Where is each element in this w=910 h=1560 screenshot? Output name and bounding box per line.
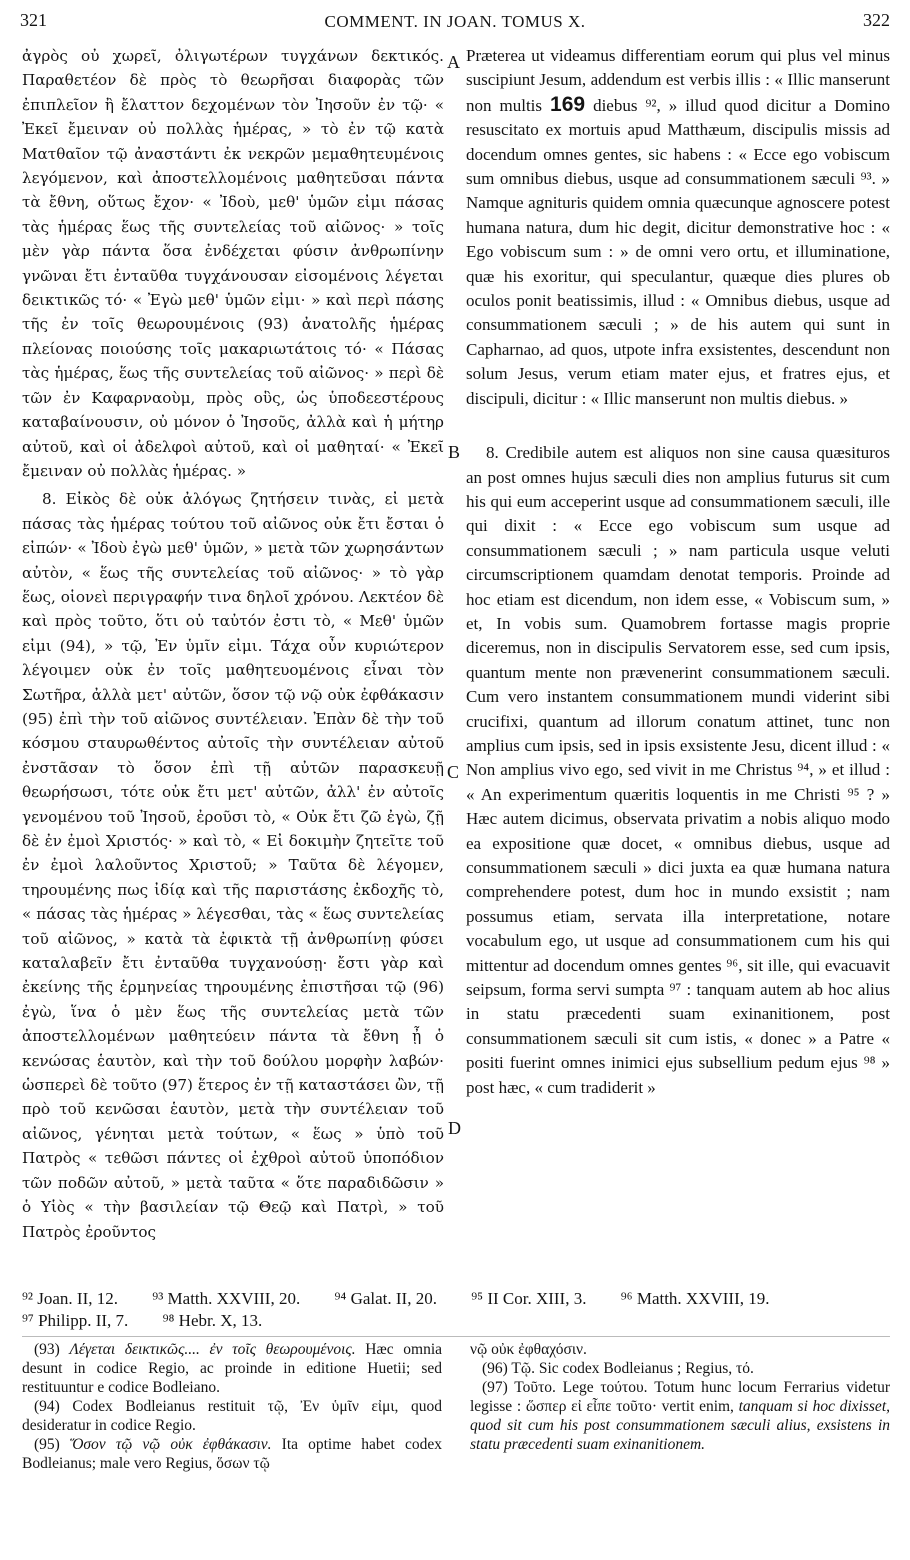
notes-left-column: [22, 1340, 442, 1473]
column-number: 169: [550, 92, 586, 116]
ref-94: ⁹⁴ Galat. II, 20.: [334, 1289, 437, 1308]
note-93-number: (93): [34, 1341, 60, 1358]
margin-marker-d: D: [448, 1118, 461, 1138]
note-93-lemma: Λέγεται δεικτικῶς.... ἐν τοῖς θεωρουμένοις.: [69, 1341, 356, 1358]
greek-column: [22, 44, 444, 1286]
running-header: [20, 10, 890, 36]
page-number-left: 321: [20, 10, 47, 30]
notes-divider: [22, 1336, 890, 1337]
notes-right-column: [470, 1340, 890, 1454]
latin-paragraph-1-end: diebus ⁹², » illud quod dicitur a Domino resuscitato ex mortuis apud Matthæum, discipulis missis ad docendum omnes gentes, sic habens : « Ecce ego vobiscum sum omnibus diebus, usque ad consummationem sæculi ⁹³. » Namque agnituris quidem omnia quæcunque agnoscere potest humana natura, dum hic degit, dicitur demonstrative hoc : « Ego vobiscum sum : » de omni vero ortu, et illuminatione, quæ his exoritur, qui speculantur, quæque dies plures ob oculos ponit beatissimis, illud : « Omnibus diebus, usque ad consummationem sæculi ; » de his autem qui sunt in Capharnao, ad quos, utpote infra exsistentes, descendunt non solum Jesus, verum etiam mater ejus, et fratres ejus, et discipuli, dicitur : « Illic manserunt non multis diebus. »: [466, 95, 890, 408]
margin-marker-c: C: [447, 762, 460, 782]
latin-paragraph-1-start: Præterea ut videamus differentiam eorum qui plus vel minus suscipiunt Jesum, addendum est verbis illis : « Illic manserunt non multis: [466, 46, 890, 115]
note-95-text: Ita optime habet codex Bodleianus; male vero Regius, ὅσων τῷ: [22, 1436, 442, 1472]
note-94: (94) Codex Bodleianus restituit τῷ, Ἐν ὑμῖν εἰμι, quod desideratur in codice Regio.: [22, 1398, 442, 1434]
note-95-lemma: Ὅσον τῷ νῷ οὐκ ἐφθάκασιν.: [69, 1436, 272, 1453]
note-95-number: (95): [34, 1436, 60, 1453]
ref-92: ⁹² Joan. II, 12.: [22, 1289, 119, 1308]
ref-95: ⁹⁵ II Cor. XIII, 3.: [471, 1289, 587, 1308]
greek-paragraph-1: ἀγρὸς οὐ χωρεῖ, ὀλιγωτέρων τυγχάνων δεκτικός. Παραθετέον δὲ πρὸς τὸ θεωρῆσαι διαφορὰς τῶν ἐπιπλεῖον ἢ ἔλαττον δεχομένων τὸν Ἰησοῦν ἐν τῷ· « Ἐκεῖ ἔμειναν οὐ πολλὰς ἡμέρας, » τὸ ἐν τῷ κατὰ Ματθαῖον τῷ ἀναστάντι ἐκ νεκρῶν μεμαθητευμένοις λεγόμενον, καὶ ἀποστελλομένοις μαθητεῦσαι πάντα τὰ ἔθνη, οὕτως ἔχον· « Ἰδοὺ, μεθ' ὑμῶν εἰμι πάσας τὰς ἡμέρας ἕως τῆς συντελείας τοῦ αἰῶνος· » τοῖς μὲν γὰρ πάντα ὅσα ἐνδέχεται φύσιν ἀνθρωπίνην γνῶναι ἔτι ἐνταῦθα τυγχάνουσαν εἰσομένοις λέγεται δεικτικῶς τό· « Ἐγὼ μεθ' ὑμῶν εἰμι· » καὶ περὶ πάσης τῆς ἐν τοῖς θεωρουμένοις (93) ἀνατολῆς ἡμέρας πλείονας ποιούσης τοῖς μακαριωτάτοις τό· « Πάσας τὰς ἡμέρας, ἕως τῆς συντελείας τοῦ αἰῶνος· » περὶ δὲ τῶν ἐν Καφαρναοὺμ, πρὸς οὓς, ὡς ὑποδεεστέρους καταβαίνουσιν, οὐ μόνον ὁ Ἰησοῦς, ἀλλὰ καὶ ἡ μήτηρ αὐτοῦ, καὶ οἱ ἀδελφοὶ αὐτοῦ, καὶ οἱ μαθηταί· « Ἐκεῖ ἔμειναν οὐ πολλὰς ἡμέρας. »: [22, 47, 444, 480]
note-95: [22, 1435, 442, 1473]
latin-paragraph-2: 8. Credibile autem est aliquos non sine causa quæsituros an post omnes hujus sæculi dies non amplius futurus sit cum his qui eum acceperint usque ad consummationem sæculi, ille qui dixit : « Ecce ego vobiscum sum usque ad consummationem sæculi ; » nam particula usque veluti circumscriptionem quamdam denotat temporis. Proinde ad hoc etiam est dicendum, non idem esse, « Vobiscum sum, » et, In vobis sum. Quamobrem fortasse magis proprie diceremus, non in discipulis Servatorem esse, sed cum ipsis, quantum mente non prævenerint consummationem sæculi. Cum vero instantem consummationem mundi viderint sibi crucifixi, quantum ad illorum conatum attinet, tunc non amplius cum ipsis, sed in ipsis exsistente Jesu, dicent illud : « Non amplius vivo ego, sed vivit in me Christus ⁹⁴, » et illud : « An experimentum quæritis loquentis in me Christi ⁹⁵ ? » Hæc autem dicimus, observata privatim a nobis aliquo modo ea expositione quæ docet, « omnibus diebus, usque ad consummationem sæculi » dici juxta ea quæ humana natura comprehendere potest, dum hoc in mundo exsistit ; nam possumus etiam, servata illa interpretatione, notare vocabulum ego, ut usque ad consummationem cum his qui mittentur ad docendum omnes gentes ⁹⁶, sit ille, qui evacuavit seipsum, forma servi sumpta ⁹⁷ : tanquam autem ab hoc alius in statu præcedenti suam exinanitionem, post consummationem sæculi sit cum istis, « donec » a Patre « positi fuerint omnes inimici ejus subsellium pedum ejus ⁹⁸ » post hæc, « cum tradiderit »: [466, 443, 890, 1097]
page-number-right: 322: [863, 10, 890, 30]
ref-98: ⁹⁸ Hebr. X, 13.: [162, 1311, 263, 1330]
greek-paragraph-2: 8. Εἰκὸς δὲ οὐκ ἀλόγως ζητήσειν τινὰς, εἰ μετὰ πάσας τὰς ἡμέρας τούτου τοῦ αἰῶνος οὐκ ἔτι ἔσται ὁ εἰπών· « Ἰδοὺ ἐγὼ μεθ' ὑμῶν, » μετὰ τῶν χωρησάντων αὐτὸν, « ἕως τῆς συντελείας τοῦ αἰῶνος· » τὸ γὰρ ἕως, οἱονεὶ περιγραφήν τινα δηλοῖ χρόνου. Λεκτέον δὲ καὶ πρὸς τοῦτο, ὅτι οὐ ταὐτόν ἐστι τὸ, « Μεθ' ὑμῶν εἰμι (94), » τῷ, Ἐν ὑμῖν εἰμι. Τάχα οὖν κυριώτερον λέγοιμεν οὐκ ἐν τοῖς μαθητευομένοις εἶναι τὸν Σωτῆρα, ἀλλὰ μετ' αὐτῶν, ὅσον τῷ νῷ οὐκ ἐφθάκασιν (95) ἐπὶ τὴν τοῦ αἰῶνος συντέλειαν. Ἐπὰν δὲ τὴν τοῦ κόσμου σταυρωθέντος αὐτοῖς τὴν συντέλειαν αὐτοῦ ἐνστᾶσαν τὸ ὅσον ἐπὶ τῇ αὐτῶν παρασκευῇ θεωρήσωσι, τότε οὐκ ἔτι μετ' αὐτῶν, ἀλλ' ἐν αὐτοῖς γενομένου τοῦ Ἰησοῦ, ἐροῦσι τὸ, « Οὐκ ἔτι ζῶ ἐγὼ, ζῇ δὲ ἐν ἐμοὶ Χριστός· » καὶ τὸ, « Εἰ δοκιμὴν ζητεῖτε τοῦ ἐν ἐμοὶ λαλοῦντος Χριστοῦ; » Ταῦτα δὲ λέγομεν, τηρουμένης πως ἰδίᾳ καὶ τῆς παριστάσης ἐκδοχῆς τὸ, « πάσας τὰς ἡμέρας » λέγεσθαι, τὰς « ἕως συντελείας τοῦ αἰῶνος, » κατὰ τὰ ἐφικτὰ τῇ ἀνθρωπίνῃ φύσει καταλαβεῖν ἔτι ἐνταῦθα τυγχανούσῃ· ἔστι γὰρ καὶ ἐκείνης τῆς ἑρμηνείας τηρουμένης ἐπιστῆσαι τῷ (96) ἐγὼ, ἵνα ὁ μὲν ἕως τῆς συντελείας μετὰ τῶν ἀποστελλομένων μαθητεύειν πάντα τὰ ἔθνη ᾖ ὁ κενώσας ἑαυτὸν, καὶ τὴν τοῦ δούλου μορφὴν λαβών· ὡσπερεὶ δὲ τοῦτο (97) ἕτερος ἐν τῇ καταστάσει ὢν, τῇ πρὸ τοῦ κενῶσαι ἑαυτὸν, μετὰ τὴν συντέλειαν τοῦ αἰῶνος, γένηται μετὰ τούτων, « ἕως » ὑπὸ τοῦ Πατρὸς « τεθῶσι πάντες οἱ ἐχθροὶ αὐτοῦ ὑποπόδιον τῶν ποδῶν αὐτοῦ, » μετὰ ταῦτα « ὅτε παραδιδῶσιν » ὁ Υἱὸς « τὴν βασιλείαν τῷ Θεῷ καὶ Πατρὶ, » τοῦ Πατρὸς ἐροῦντος: [22, 490, 444, 1241]
running-title: COMMENT. IN JOAN. TOMUS X.: [324, 12, 586, 31]
note-97-text: (97) Τοῦτο. Lege τούτου. Totum hunc locum Ferrarius videtur legisse : ὥσπερ εἰ εἶπε τοῦτο· vertit enim,: [470, 1379, 890, 1415]
note-93-text: Hæc omnia desunt in codice Regio, ac proinde in editione Huetii; sed restituuntur e codice Bodleiano.: [22, 1341, 443, 1396]
margin-marker-b: B: [448, 442, 461, 462]
note-97-translation: tanquam si hoc dixisset, quod sit cum his post consummationem sæculi alius, exsistens in statu præcedenti suam exinanitionem.: [470, 1398, 890, 1453]
note-95-continued: νῷ οὐκ ἐφθαχόσιν.: [470, 1341, 587, 1358]
latin-paragraph-1: [466, 44, 890, 411]
note-93: [22, 1340, 442, 1397]
latin-column: [466, 44, 890, 1286]
note-96: (96) Τῷ. Sic codex Bodleianus ; Regius, τό.: [482, 1360, 754, 1377]
scripture-references: [22, 1288, 890, 1332]
ref-97: ⁹⁷ Philipp. II, 7.: [22, 1311, 129, 1330]
ref-96: ⁹⁶ Matth. XXVIII, 19.: [620, 1289, 770, 1308]
margin-marker-a: A: [447, 52, 460, 72]
ref-93: ⁹³ Matth. XXVIII, 20.: [152, 1289, 301, 1308]
note-97: [470, 1378, 890, 1454]
